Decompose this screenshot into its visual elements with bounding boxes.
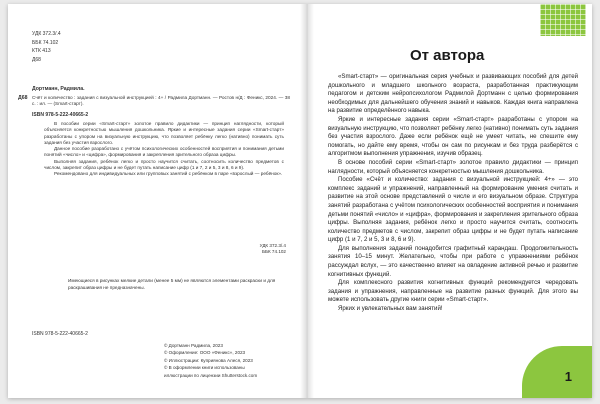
bibliographic-record: Счёт и количество : задания с визуальной инструкцией : 4+ / Радмила Дортманн. — Ростов н/Д : Феникс, 2024. — 38 с. : ил. — (Smart-старт). — [32, 95, 290, 107]
copyright-line: © Дортманн Радмила, 2023 — [164, 343, 223, 348]
grid-corner-decoration — [540, 4, 586, 36]
right-page — [314, 4, 592, 398]
classification-codes-right — [256, 243, 286, 255]
annotation-paragraph: Выполняя задания, ребёнок легко и просто научится считать, соотносить количество предметов с числом, закрепит образ цифры и не будет путать написание цифр (1 и 7, 2 и 5, 3 и 8, 6 и 9). — [44, 158, 284, 171]
author-name: Дортманн, Радмила. — [32, 86, 85, 92]
page-title: От автора — [410, 47, 485, 64]
copyright-line: © Оформление: ООО «Феникс», 2023 — [164, 350, 246, 356]
isbn-bottom: ISBN 978-5-222-40665-2 — [32, 331, 88, 337]
copyright-line: иллюстрации по лицензии Shutterstock.com — [164, 372, 258, 378]
foreword-paragraph: Для выполнения заданий понадобится графитный карандаш. Продолжительность занятия 10–15 минут. Желательно, чтобы при работе с упражнениями ребёнок рассуждал вслух, — это качественно влияет на овладение активной речью и развитие когнитивных функций. — [328, 244, 578, 278]
book-gutter — [300, 4, 314, 398]
page-number: 1 — [564, 369, 572, 384]
copyright-block — [164, 342, 292, 379]
foreword-paragraph: Для комплексного развития когнитивных функций рекомендуется чередовать задания и упражнения, направленные на развитие разных функций. Для этого вы можете использовать другие книги серии «Smart-старт». — [328, 279, 578, 304]
bbk-code-right: ББК 74.102 — [261, 249, 286, 255]
udc-code: УДК 372.3/.4 — [32, 31, 61, 37]
foreword-closing: Ярких и увлекательных вам занятий! — [338, 305, 443, 313]
small-parts-notice: Имеющиеся в рисунках мелкие детали (менее 5 мм) не являются элементами раскраски и для раскрашивания не предназначены. — [68, 278, 276, 290]
udc-code-right: УДК 372.3/.4 — [259, 243, 286, 248]
copyright-line: © Иллюстрации: Куприянова Алеся, 2023 — [164, 357, 253, 363]
book-spread — [8, 4, 592, 398]
foreword-paragraph: «Smart-старт» — оригинальная серия учебных и развивающих пособий для детей дошкольного и младшего школьного возраста, разработанная практикующим педагогом и детским нейропсихологом Радмилой Дортманн с целью формирования необходимых для дальнейшего обучения знаний и навыков. Каждая книга направлена на развитие определённого навыка. — [328, 73, 578, 115]
classification-codes — [32, 30, 61, 64]
ktk-code: КТК 413 — [32, 48, 51, 55]
isbn-top: ISBN 978-5-222-40665-2 — [32, 112, 89, 118]
copyright-line: © В оформлении книги использованы — [164, 365, 245, 371]
annotation — [44, 121, 284, 178]
page-number-badge — [522, 346, 592, 398]
left-page — [18, 4, 294, 398]
annotation-paragraph: Данное пособие разработано с учётом психологических особенностей восприятия и понимания детьми понятий «число» и «цифра», формирования и закрепления зрительного образа цифры. — [44, 146, 284, 158]
annotation-paragraph: Рекомендовано для индивидуальных или групповых занятий с ребёнком в паре «взрослый — ребёнок». — [54, 171, 283, 177]
annotation-paragraph: В пособии серии «Smart-старт» золотое правило дидактики — принцип наглядности, который объясняется конкретностью мышления дошкольника. Яркие и интересные задания серии «Smart-старт» разработаны с упором на визуальную инструкцию, что позволяет ребёнку легко (нативно) понимать суть задания без участия взрослого. — [44, 121, 284, 145]
foreword-paragraph: Пособие «Счёт и количество: задания с визуальной инструкцией: 4+» — это комплекс заданий и упражнений, направленный на формирование умения считать и развитие на этой основе представлений о числе и его визуальном образе. Структура занятий разработана с учётом психологических особенностей восприятия и понимания детьми понятий «число» и «цифра», формирования и закрепления зрительного образа цифры. Выполняя задания, ребёнок легко и просто научится считать, соотносить количество предметов с числом, закрепит образ цифры и не будет путать написание цифр (1 и 7, 2 и 5, 3 и 8, 6 и 9). — [328, 176, 578, 244]
foreword-paragraph: Яркие и интересные задания серии «Smart-старт» разработаны с упором на визуальную инструкцию, что позволяет ребёнку легко (нативно) понимать суть задания без участия взрослого. Даже если ребёнок ещё не умеет читать, не спешите ему помогать, но дайте ему время, чтобы он сам по рисункам и без труда разберётся с алгоритмом выполнения упражнения, изучив образец. — [328, 115, 578, 158]
bbk-code: ББК 74.102 — [32, 39, 59, 46]
foreword-paragraph: В основе пособий серии «Smart-старт» золотое правило дидактики — принцип наглядности, который объясняется конкретностью мышления дошкольника. — [328, 158, 578, 175]
author-mark: Д68 — [32, 56, 41, 63]
author-mark-inline: Д68 — [18, 95, 28, 101]
foreword-text — [328, 73, 578, 314]
